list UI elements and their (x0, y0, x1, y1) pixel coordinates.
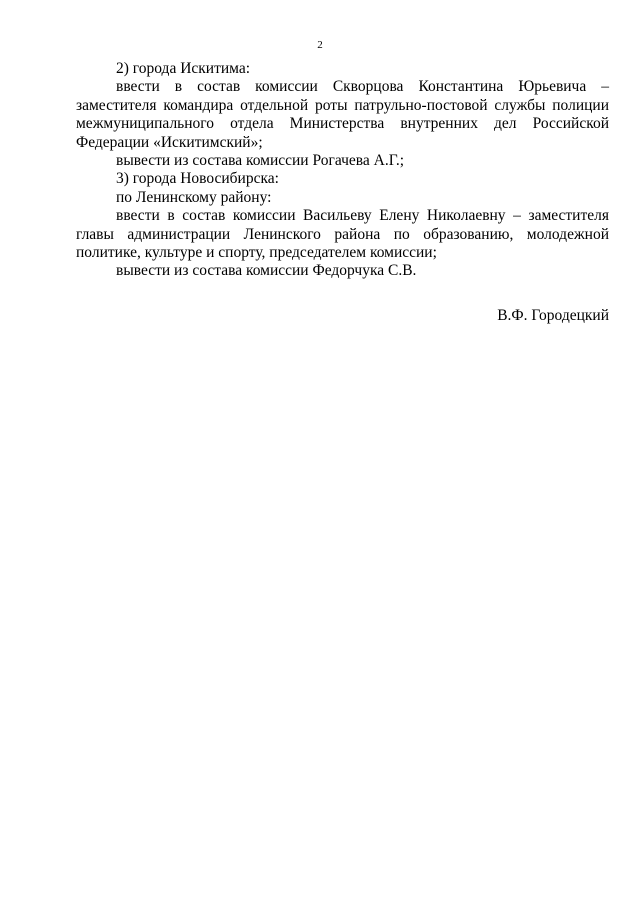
page-number: 2 (317, 39, 323, 51)
paragraph-novosibirsk-heading: 3) города Новосибирска: (116, 170, 279, 188)
paragraph-novosibirsk-remove: вывести из состава комиссии Федорчука С.В. (116, 262, 417, 280)
paragraph-iskitim-remove: вывести из состава комиссии Рогачева А.Г.; (116, 152, 405, 170)
paragraph-leninsky-district: по Ленинскому району: (116, 188, 272, 206)
paragraph-iskitim-heading: 2) города Искитима: (116, 60, 251, 77)
paragraph-novosibirsk-add: ввести в состав комиссии Васильеву Елену Николаевну – заместителя главы администрации Ленинского района по образованию, молодежной политике, культуре и спорту, председателем комиссии; (76, 207, 609, 262)
document-body (76, 60, 609, 281)
paragraph-iskitim-add: ввести в состав комиссии Скворцова Константина Юрьевича – заместителя командира отдельной роты патрульно-постовой службы полиции межмуниципального отдела Министерства внутренних дел Российской Федерации «Искитимский»; (76, 78, 609, 151)
signature: В.Ф. Городецкий (497, 307, 609, 324)
